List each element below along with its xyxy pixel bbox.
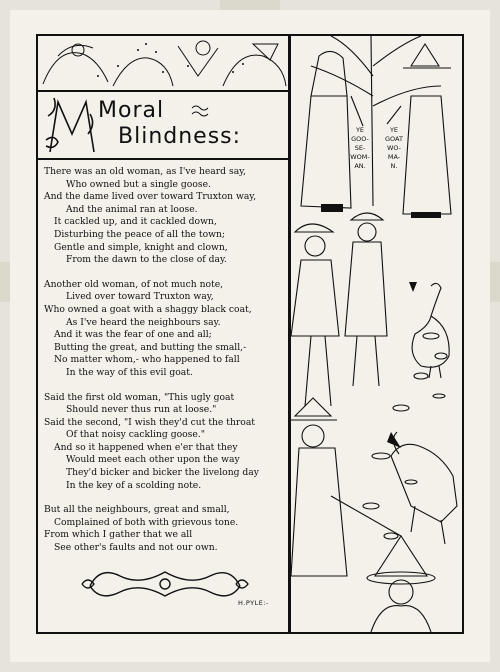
sign-line: MA- — [387, 153, 401, 161]
poem-stanza-4 — [44, 504, 284, 554]
poem-line: And so it happened when e'er that they — [54, 441, 238, 453]
poem-line: Complained of both with grievous tone. — [54, 516, 239, 528]
poem-line: Of that noisy cackling goose." — [66, 429, 205, 441]
sign-line: SE- — [354, 144, 366, 152]
sign-line: GOO- — [351, 135, 369, 143]
poem-line: Disturbing the peace of all the town; — [54, 228, 226, 240]
poem-line: From the dawn to the close of day. — [66, 254, 227, 266]
bottom-ornament — [80, 562, 250, 604]
poem-line: Who owned but a single goose. — [66, 178, 211, 190]
goat-woman-sign — [381, 126, 407, 171]
title-line-2: Blindness: — [118, 124, 242, 149]
poem-line: Another old woman, of not much note, — [44, 278, 224, 290]
sign-line: N. — [390, 162, 398, 170]
story-illustration — [291, 36, 462, 632]
goose-woman-sign — [347, 126, 373, 171]
header-illustration — [38, 36, 288, 90]
poem-line: And it was the fear of one and all; — [54, 329, 212, 341]
poem-line: There was an old woman, as I've heard say, — [44, 166, 247, 177]
sign-line: YE — [389, 126, 399, 134]
poem-line: Who owned a goat with a shaggy black coat, — [44, 303, 252, 315]
poem-line: From which I gather that we all — [44, 529, 193, 541]
poem-line: Would meet each other upon the way — [66, 454, 240, 466]
poem-line: In the key of a scolding note. — [66, 479, 202, 491]
poem-line: Said the first old woman, "This ugly goat — [44, 391, 235, 403]
poem-stanza-3 — [44, 392, 284, 493]
poem-stanza-2 — [44, 279, 284, 380]
poem-line: Lived over toward Truxton way, — [66, 291, 214, 303]
poem-line: No matter whom,- who happened to fall — [54, 354, 240, 366]
poem-line: Butting the great, and butting the small,- — [54, 341, 247, 353]
sign-line: WOM- — [350, 153, 370, 161]
poem-stanza-1 — [44, 166, 284, 267]
poem-line: And the animal ran at loose. — [66, 203, 198, 215]
sign-line: GOAT — [385, 135, 403, 143]
sign-line: AN. — [354, 162, 366, 170]
sign-line: YE — [355, 126, 365, 134]
poem-line: It cackled up, and it cackled down, — [54, 216, 217, 228]
poem-line: As I've heard the neighbours say. — [66, 316, 221, 328]
title-ornament-m — [44, 94, 100, 156]
artist-signature: H.PYLE:- — [238, 599, 269, 607]
title-squiggle — [190, 104, 214, 118]
poem-line: See other's faults and not our own. — [54, 542, 218, 554]
poem-line: They'd bicker and bicker the livelong day — [66, 467, 259, 479]
poem-line: Gentle and simple, knight and clown, — [54, 241, 228, 253]
title-line-1: Moral — [98, 98, 165, 123]
poem-line: In the way of this evil goat. — [66, 366, 193, 378]
poem-line: Said the second, "I wish they'd cut the throat — [44, 416, 255, 428]
poem-text — [44, 166, 284, 567]
poem-line: And the dame lived over toward Truxton way, — [44, 191, 257, 203]
poem-line: Should never thus run at loose." — [66, 404, 217, 416]
poem-line: But all the neighbours, great and small, — [44, 504, 230, 516]
sign-line: WO- — [386, 144, 402, 152]
